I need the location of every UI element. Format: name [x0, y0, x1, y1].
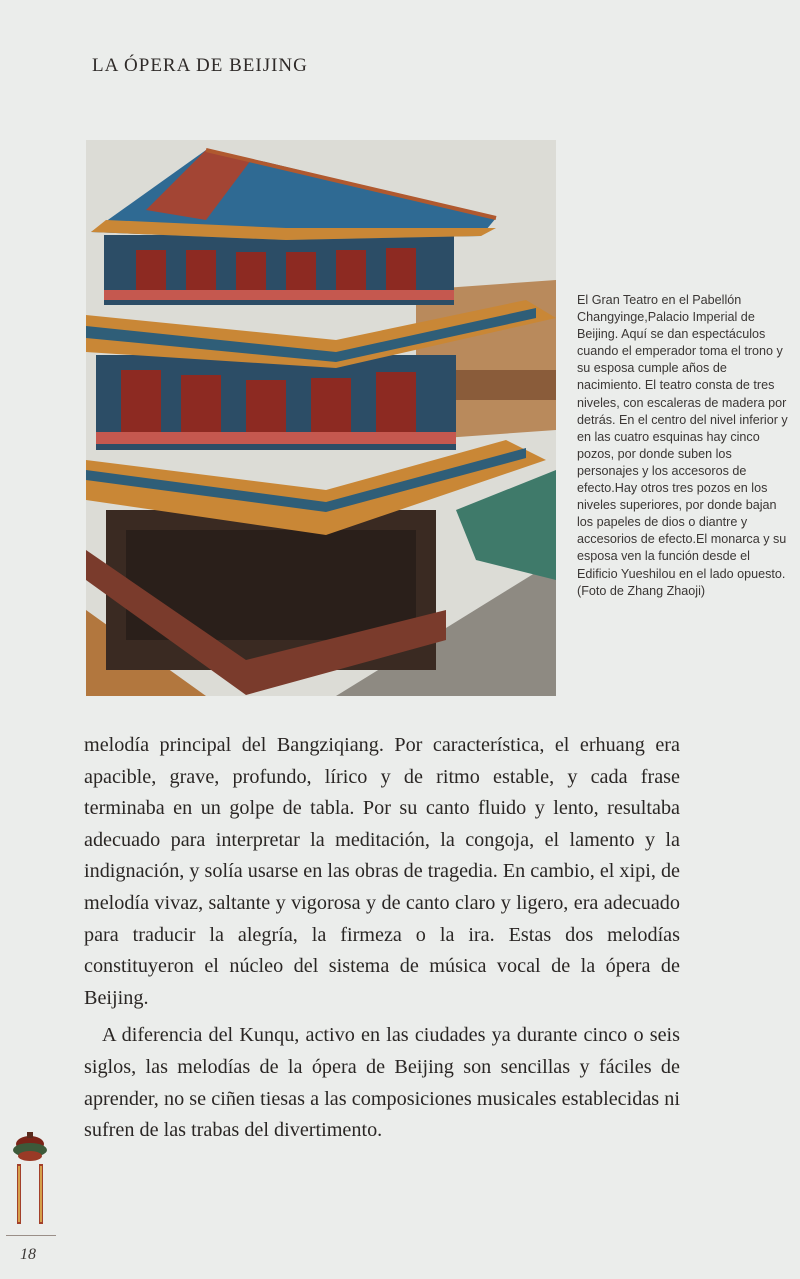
footer-rule	[6, 1235, 56, 1236]
page-number: 18	[20, 1246, 36, 1263]
photo-caption: El Gran Teatro en el Pabellón Changyinge,Palacio Imperial de Beijing. Aquí se dan espectáculos cuando el emperador toma el trono y su esposa cumple años de nacimiento. El teatro consta de tres niveles, con escaleras de madera por detrás. En el centro del nivel inferior y en las cuatro esquinas hay cinco pozos, por donde suben los personajes y los accesoros de efecto.Hay otros tres pozos en los niveles superiores, por donde bajan los papeles de dios o diantre y accesorios de efecto.El monarca y su esposa ven la función desde el Edificio Yueshilou en el lado opuesto. (Foto de Zhang Zhaoji)	[577, 293, 788, 598]
body-paragraph: A diferencia del Kunqu, activo en las ciudades ya durante cinco o seis siglos, las melodías de la ópera de Beijing son sencillas y fáciles de aprender, no se ciñen tiesas a las composiciones musicales establecidas ni sufren de las trabas del divertimento.	[84, 1024, 680, 1142]
body-paragraph: melodía principal del Bangziqiang. Por característica, el erhuang era apacible, grave, profundo, lírico y de ritmo estable, y cada frase terminaba en un golpe de tabla. Por su canto fluido y lento, resultaba adecuado para interpretar la meditación, la congoja, el lamento y la indignación, y solía usarse en las obras de tragedia. En cambio, el xipi, de melodía vivaz, saltante y vigorosa y de canto claro y ligero, era adecuado para traducir la alegría, la firmeza o la ira. Estas dos melodías constituyeron el núcleo del sistema de música vocal de la ópera de Beijing.	[84, 734, 680, 1009]
main-text	[84, 730, 680, 1147]
running-header: LA ÓPERA DE BEIJING	[92, 55, 308, 76]
theater-photo	[86, 140, 556, 696]
decorative-lantern-icon	[8, 1130, 52, 1230]
